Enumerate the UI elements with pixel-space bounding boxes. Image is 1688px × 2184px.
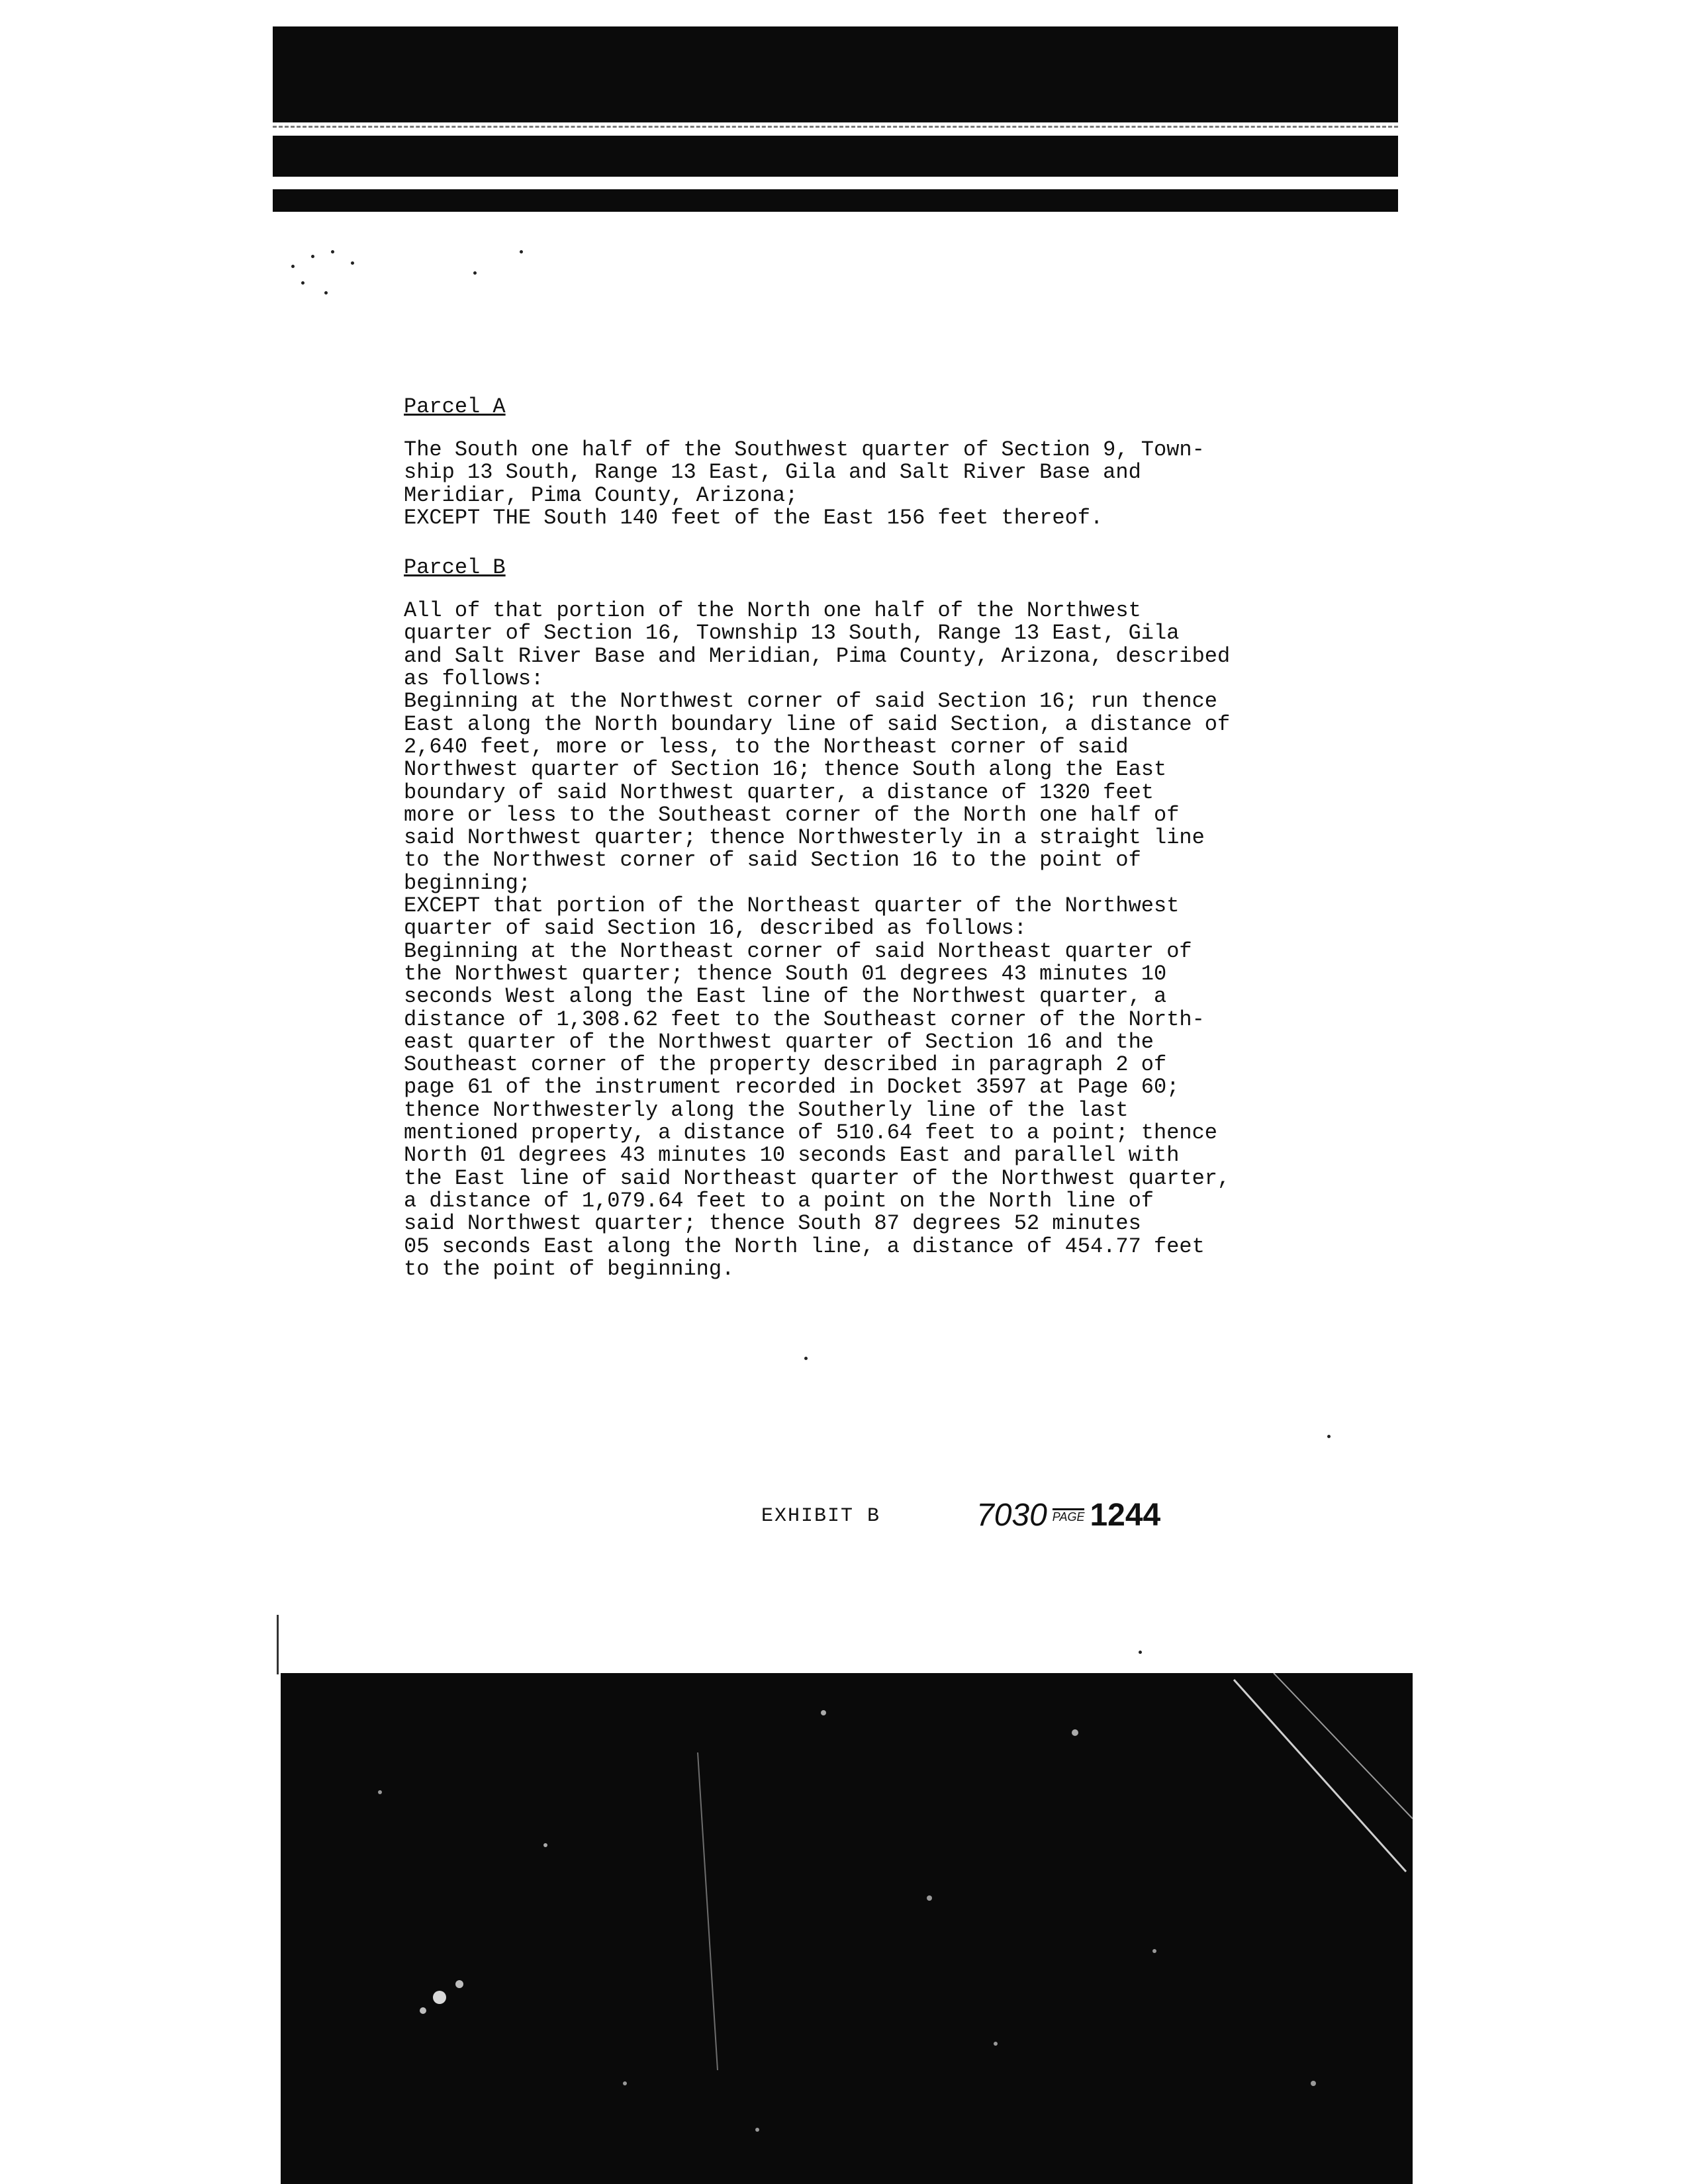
scan-speck [324,291,328,295]
exhibit-label: EXHIBIT B [761,1505,881,1527]
scan-artifact-top-band [273,26,1398,122]
scan-speck [1139,1651,1142,1654]
scan-speck [351,261,354,265]
parcel-a-description: The South one half of the Southwest quarter of Section 9, Town- ship 13 South, Range 13 East, Gila and Salt River Base and Meridiar, Pima County, Arizona; EXCEPT THE South 140 feet of the East 156 feet thereof. [404,437,1205,530]
scan-artifact-bottom-block [281,1673,1413,2184]
scan-artifact-edge [277,1615,279,1674]
scan-artifact-lower-band [273,189,1398,212]
parcel-b-description: All of that portion of the North one half of the Northwest quarter of Section 16, Township 13 South, Range 13 East, Gila and Salt River Base and Meridian, Pima County, Arizona, described as follows: Beginning at the Northwest corner of said Section 16; run thence East along the North boundary line of said Section, a distance of 2,640 feet, more or less, to the Northeast corner of said Northwest quarter of Section 16; thence South along the East boundary of said Northwest quarter, a distance of 1320 feet more or less to the Southeast corner of the North one half of said Northwest quarter; thence Northwesterly in a straight line to the Northwest corner of said Section 16 to the point of beginning; EXCEPT that portion of the Northeast quarter of the Northwest quarter of said Section 16, described as follows: Beginning at the Northeast corner of said Northeast quarter of the Northwest quarter; thence South 01 degrees 43 minutes 10 seconds West along the East line of the Northwest quarter, a distance of 1,308.62 feet to the Southeast corner of the North- east quarter of the Northwest quarter of Section 16 and the Southeast corner of the property described in paragraph 2 of page 61 of the instrument recorded in Docket 3597 at Page 60; thence Northwesterly along the Southerly line of the last mentioned property, a distance of 510.64 feet to a point; thence North 01 degrees 43 minutes 10 seconds East and parallel with the East line of said Northeast quarter of the Northwest quarter, a distance of 1,079.64 feet to a point on the North line of said Northwest quarter; thence South 87 degrees 52 minutes 05 seconds East along the North line, a distance of 454.77 feet to the point of beginning. [404,598,1231,1281]
scan-speck [311,255,314,258]
docket-number: 7030 [976,1498,1047,1533]
scan-speck [301,281,305,285]
scan-artifact-middle-band [273,136,1398,177]
scan-noise [281,1673,1413,2184]
page-word: PAGE [1053,1508,1085,1524]
scan-speck [520,250,523,253]
scan-speck [473,271,477,275]
scan-artifact-dashed-line [273,126,1398,130]
scan-speck [331,250,334,253]
scan-speck [291,265,295,268]
docket-page-stamp [976,1497,1160,1533]
parcel-b-heading: Parcel B [404,555,506,580]
legal-description [404,394,1331,1281]
parcel-a-heading: Parcel A [404,394,506,419]
scan-speck [1327,1435,1331,1438]
page-number: 1244 [1090,1498,1161,1533]
scan-speck [804,1357,808,1360]
